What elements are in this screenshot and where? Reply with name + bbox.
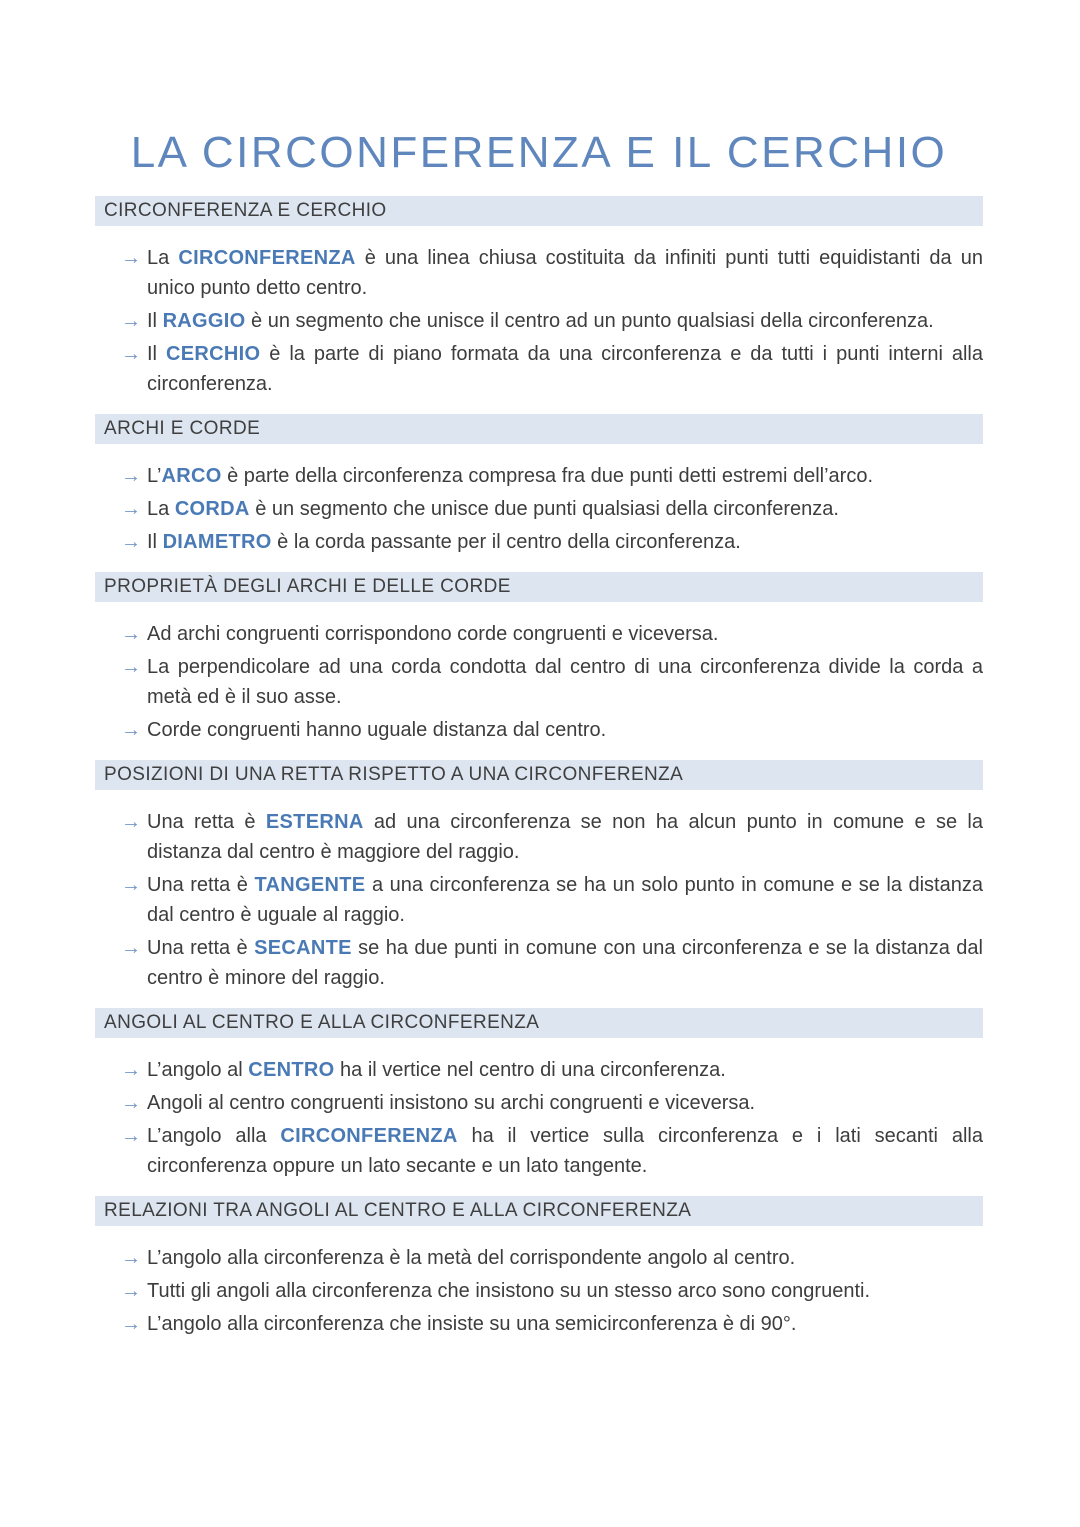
bullet-text: ha il vertice sulla circonferenza e i lati secanti alla circonferenza oppure un lato secante e un lato tangente. — [147, 1125, 983, 1178]
bullet-text: Una retta è — [147, 811, 266, 834]
document-title: LA CIRCONFERENZA E IL CERCHIO — [130, 128, 948, 177]
arrow-bullet-icon: → — [121, 1092, 141, 1115]
bullet-item — [95, 306, 983, 336]
bullet-text: L’angolo alla circonferenza è la metà del corrispondente angolo al centro. — [147, 1247, 796, 1270]
bullet-list — [95, 1243, 983, 1339]
arrow-bullet-icon: → — [121, 1313, 141, 1336]
keyword-term: DIAMETRO — [162, 531, 272, 554]
bullet-item — [95, 494, 983, 524]
section-header: RELAZIONI TRA ANGOLI AL CENTRO E ALLA CIRCONFERENZA — [95, 1196, 983, 1226]
bullet-text: La — [147, 247, 179, 270]
bullet-item — [95, 461, 983, 491]
bullet-text: Il — [147, 310, 163, 333]
bullet-text: Ad archi congruenti corrispondono corde congruenti e viceversa. — [147, 623, 719, 646]
bullet-text: Una retta è — [147, 937, 255, 960]
bullet-item — [95, 1121, 983, 1181]
bullet-text: ha il vertice nel centro di una circonferenza. — [334, 1059, 726, 1082]
bullet-item — [95, 715, 983, 745]
bullet-item — [95, 652, 983, 712]
arrow-bullet-icon: → — [121, 343, 141, 366]
bullet-text: L’angolo alla — [147, 1125, 281, 1148]
bullet-item — [95, 1309, 983, 1339]
section — [95, 1196, 983, 1339]
arrow-bullet-icon: → — [121, 465, 141, 488]
arrow-bullet-icon: → — [121, 937, 141, 960]
bullet-text: La perpendicolare ad una corda condotta dal centro di una circonferenza divide la corda a metà ed è il suo asse. — [147, 656, 983, 709]
bullet-text: è la corda passante per il centro della circonferenza. — [271, 531, 741, 554]
bullet-text: L’angolo alla circonferenza che insiste su una semicirconferenza è di 90°. — [147, 1313, 797, 1336]
section — [95, 196, 983, 399]
bullet-list — [95, 1055, 983, 1181]
arrow-bullet-icon: → — [121, 656, 141, 679]
bullet-item — [95, 527, 983, 557]
arrow-bullet-icon: → — [121, 1125, 141, 1148]
bullet-text: Corde congruenti hanno uguale distanza dal centro. — [147, 719, 607, 742]
bullet-text: a una circonferenza se ha un solo punto in comune e se la distanza dal centro è uguale al raggio. — [147, 874, 983, 927]
bullet-item — [95, 1243, 983, 1273]
arrow-bullet-icon: → — [121, 811, 141, 834]
arrow-bullet-icon: → — [121, 1280, 141, 1303]
bullet-text: La — [147, 498, 175, 521]
bullet-list — [95, 243, 983, 399]
bullet-text: Angoli al centro congruenti insistono su archi congruenti e viceversa. — [147, 1092, 756, 1115]
bullet-text: è un segmento che unisce il centro ad un punto qualsiasi della circonferenza. — [245, 310, 934, 333]
bullet-item — [95, 870, 983, 930]
sections-container — [95, 196, 983, 1339]
bullet-text: ad una circonferenza se non ha alcun punto in comune e se la distanza dal centro è maggiore del raggio. — [147, 811, 983, 864]
arrow-bullet-icon: → — [121, 498, 141, 521]
arrow-bullet-icon: → — [121, 1247, 141, 1270]
bullet-text: Una retta è — [147, 874, 255, 897]
arrow-bullet-icon: → — [121, 874, 141, 897]
section — [95, 414, 983, 557]
keyword-term: CORDA — [174, 498, 250, 521]
arrow-bullet-icon: → — [121, 310, 141, 333]
section-header: POSIZIONI DI UNA RETTA RISPETTO A UNA CIRCONFERENZA — [95, 760, 983, 790]
bullet-item — [95, 933, 983, 993]
keyword-term: RAGGIO — [162, 310, 246, 333]
bullet-text: se ha due punti in comune con una circonferenza e se la distanza dal centro è minore del raggio. — [147, 937, 983, 990]
bullet-item — [95, 1055, 983, 1085]
bullet-item — [95, 807, 983, 867]
arrow-bullet-icon: → — [121, 247, 141, 270]
arrow-bullet-icon: → — [121, 719, 141, 742]
section — [95, 572, 983, 745]
keyword-term: ARCO — [161, 465, 222, 488]
bullet-text: L’ — [147, 465, 162, 488]
bullet-item — [95, 243, 983, 303]
bullet-text: Tutti gli angoli alla circonferenza che insistono su un stesso arco sono congruenti. — [147, 1280, 870, 1303]
section-header: ARCHI E CORDE — [95, 414, 983, 444]
keyword-term: SECANTE — [254, 937, 352, 960]
bullet-text: è una linea chiusa costituita da infiniti punti tutti equidistanti da un unico punto detto centro. — [147, 247, 983, 300]
bullet-item — [95, 1276, 983, 1306]
section — [95, 760, 983, 993]
bullet-text: è la parte di piano formata da una circonferenza e da tutti i punti interni alla circonferenza. — [147, 343, 983, 396]
bullet-list — [95, 461, 983, 557]
keyword-term: CIRCONFERENZA — [178, 247, 356, 270]
bullet-text: è parte della circonferenza compresa fra due punti detti estremi dell’arco. — [221, 465, 874, 488]
keyword-term: CENTRO — [248, 1059, 335, 1082]
arrow-bullet-icon: → — [121, 623, 141, 646]
keyword-term: CERCHIO — [165, 343, 261, 366]
keyword-term: CIRCONFERENZA — [280, 1125, 458, 1148]
bullet-text: Il — [147, 531, 163, 554]
section-header: PROPRIETÀ DEGLI ARCHI E DELLE CORDE — [95, 572, 983, 602]
bullet-item — [95, 619, 983, 649]
bullet-text: Il — [147, 343, 166, 366]
bullet-item — [95, 339, 983, 399]
keyword-term: ESTERNA — [265, 811, 364, 834]
bullet-list — [95, 807, 983, 993]
bullet-text: è un segmento che unisce due punti qualsiasi della circonferenza. — [249, 498, 839, 521]
bullet-text: L’angolo al — [147, 1059, 249, 1082]
section-header: CIRCONFERENZA E CERCHIO — [95, 196, 983, 226]
bullet-item — [95, 1088, 983, 1118]
arrow-bullet-icon: → — [121, 531, 141, 554]
arrow-bullet-icon: → — [121, 1059, 141, 1082]
section-header: ANGOLI AL CENTRO E ALLA CIRCONFERENZA — [95, 1008, 983, 1038]
bullet-list — [95, 619, 983, 745]
section — [95, 1008, 983, 1181]
keyword-term: TANGENTE — [254, 874, 366, 897]
